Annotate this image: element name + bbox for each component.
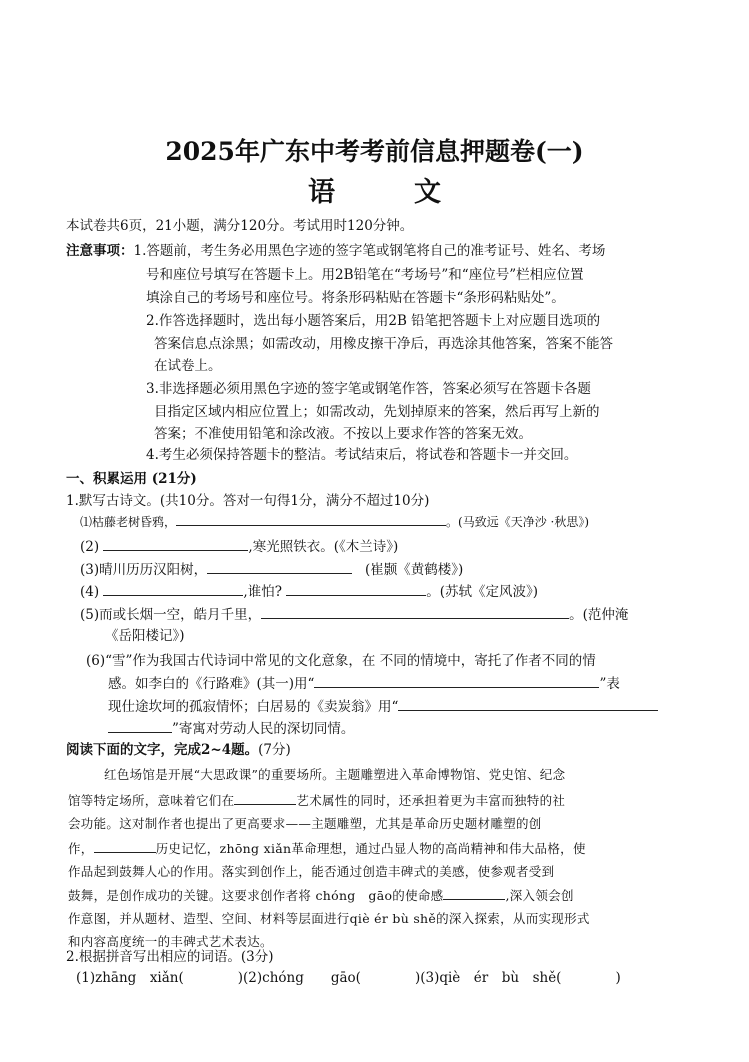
- answer-blank[interactable]: [286, 582, 426, 596]
- passage-line: 红色场馆是开展“大思政课”的重要场所。主题雕塑进入革命博物馆、党史馆、纪念: [104, 767, 566, 782]
- q1-2-num: (2): [80, 539, 100, 555]
- q1-4-text: ,谁怕?: [243, 584, 282, 600]
- question-2-answers[interactable]: (1)zhāng xiǎn( )(2)chóng gāo( )(3)qiè ér bù shě( ): [76, 970, 621, 986]
- note-1-line-3: 填涂自己的考场号和座位号。将条形码粘贴在答题卡“条形码粘贴处”。: [146, 290, 565, 306]
- q1-3-source: (崔颢《黄鹤楼》): [365, 562, 464, 578]
- question-1-stem: 1.默写古诗文。(共10分。答对一句得1分，满分不超过10分): [66, 493, 430, 509]
- question-1-item-5: [80, 605, 628, 624]
- answer-blank[interactable]: [207, 560, 352, 574]
- answer-blank[interactable]: [234, 791, 296, 805]
- passage-line: 作意图，并从题材、造型、空间、材料等层面进行qiè ér bù shě的深入探索，从而实现形式: [68, 911, 590, 926]
- passage-text: 历史记忆，zhōng xiǎn革命理想，通过凸显人物的高尚精神和伟大品格，使: [155, 841, 586, 856]
- passage-text: 馆等特定场所，意味着它们在: [68, 793, 235, 808]
- q1-5-text: (5)而或长烟一空，皓月千里，: [80, 607, 262, 623]
- question-1-item-2: [80, 537, 398, 556]
- passage-text: ,深入领会创: [505, 888, 574, 903]
- reading-heading-text: 阅读下面的文字，完成2~4题。: [66, 742, 259, 758]
- question-1-item-6-line-1: (6)“雪”作为我国古代诗词中常见的文化意象，在 不同的情境中，寄托了作者不同的情: [86, 653, 596, 669]
- question-1-item-3: [80, 560, 463, 579]
- q1-1-source: 。(马致远《天净沙 ·秋思》): [446, 515, 590, 529]
- exam-intro: 本试卷共6页，21小题，满分120分。考试用时120分钟。: [66, 218, 414, 234]
- section-1-heading: 一、积累运用 (21分): [66, 471, 197, 487]
- question-1-item-6-line-2: [108, 674, 620, 693]
- q1-5-source: 。(范仲淹: [569, 607, 629, 623]
- answer-blank[interactable]: [94, 839, 156, 853]
- answer-blank[interactable]: [103, 582, 243, 596]
- passage-text: 艺术属性的同时，还承担着更为丰富而独特的社: [296, 793, 566, 808]
- question-1-item-4: [80, 582, 538, 601]
- note-4-line-1: 4.考生必须保持答题卡的整洁。考试结束后，将试卷和答题卡一并交回。: [146, 447, 578, 463]
- q1-6-text: ”寄寓对劳动人民的深切同情。: [172, 721, 355, 737]
- passage-text: 鼓舞，是创作成功的关键。这要求创作者将 chóng gāo的使命感: [68, 888, 444, 903]
- q1-6-text: 感。如李白的《行路难》(其一)用“: [108, 676, 315, 692]
- answer-blank[interactable]: [261, 605, 569, 619]
- note-3-line-2: 目指定区域内相应位置上；如需改动，先划掉原来的答案，然后再写上新的: [154, 404, 600, 420]
- q1-3-text: (3)晴川历历汉阳树，: [80, 562, 208, 578]
- answer-blank[interactable]: [314, 674, 599, 688]
- answer-blank[interactable]: [443, 886, 505, 900]
- reading-score: (7分): [258, 742, 291, 758]
- notes-line: [66, 242, 605, 260]
- q1-5-source-cont: 《岳阳楼记》): [105, 628, 185, 644]
- answer-blank[interactable]: [176, 512, 446, 526]
- answer-blank[interactable]: [103, 537, 248, 551]
- note-2-line-1: 2.作答选择题时，选出每小题答案后，用2B 铅笔把答题卡上对应题目选项的: [146, 313, 601, 329]
- q1-6-text: 现仕途坎坷的孤寂情怀；白居易的《卖炭翁》用“: [108, 699, 399, 715]
- question-2-stem: 2.根据拼音写出相应的词语。(3分): [66, 949, 274, 965]
- passage-text: 作，: [68, 841, 94, 856]
- question-1-item-1: [80, 512, 589, 531]
- passage-line: 会功能。这对制作者也提出了更高要求——主题雕塑，尤其是革命历史题材雕塑的创: [68, 816, 542, 831]
- question-1-item-6-line-4: [108, 719, 354, 738]
- passage-line: [68, 886, 574, 905]
- note-2-line-2: 答案信息点涂黑；如需改动，用橡皮擦干净后，再选涂其他答案，答案不能答: [154, 336, 613, 352]
- passage-line: [68, 839, 586, 858]
- q1-6-text: ”表: [599, 676, 620, 692]
- q1-1-text: ⑴枯藤老树昏鸦，: [80, 515, 177, 529]
- answer-blank[interactable]: [398, 697, 658, 711]
- note-3-line-3: 答案；不准使用铅笔和涂改液。不按以上要求作答的答案无效。: [154, 426, 532, 442]
- notes-label: 注意事项：: [66, 243, 134, 259]
- passage-line: [68, 791, 565, 810]
- q1-4-num: (4): [80, 584, 100, 600]
- passage-line: 作品起到鼓舞人心的作用。落实到创作上，能否通过创造丰碑式的美感，使参观者受到: [68, 864, 555, 879]
- subject-title: 语 文: [308, 177, 467, 208]
- note-1-line-2: 号和座位号填写在答题卡上。用2B铅笔在“考场号”和“座位号”栏相应位置: [146, 267, 584, 283]
- q1-2-source: ,寒光照铁衣。(《木兰诗》): [248, 539, 399, 555]
- reading-heading: [66, 741, 291, 759]
- question-1-item-6-line-3: [108, 697, 658, 716]
- note-2-line-3: 在试卷上。: [154, 358, 222, 374]
- passage-line: 和内容高度统一的丰碑式艺术表达。: [68, 934, 273, 949]
- exam-title: 2025年广东中考考前信息押题卷(一): [165, 137, 584, 166]
- q1-4-source: 。(苏轼《定风波》): [426, 584, 539, 600]
- answer-blank[interactable]: [108, 719, 172, 733]
- note-1-line-1: 1.答题前，考生务必用黑色字迹的签字笔或钢笔将自己的准考证号、姓名、考场: [133, 243, 606, 259]
- note-3-line-1: 3.非选择题必须用黑色字迹的签字笔或钢笔作答，答案必须写在答题卡各题: [146, 381, 591, 397]
